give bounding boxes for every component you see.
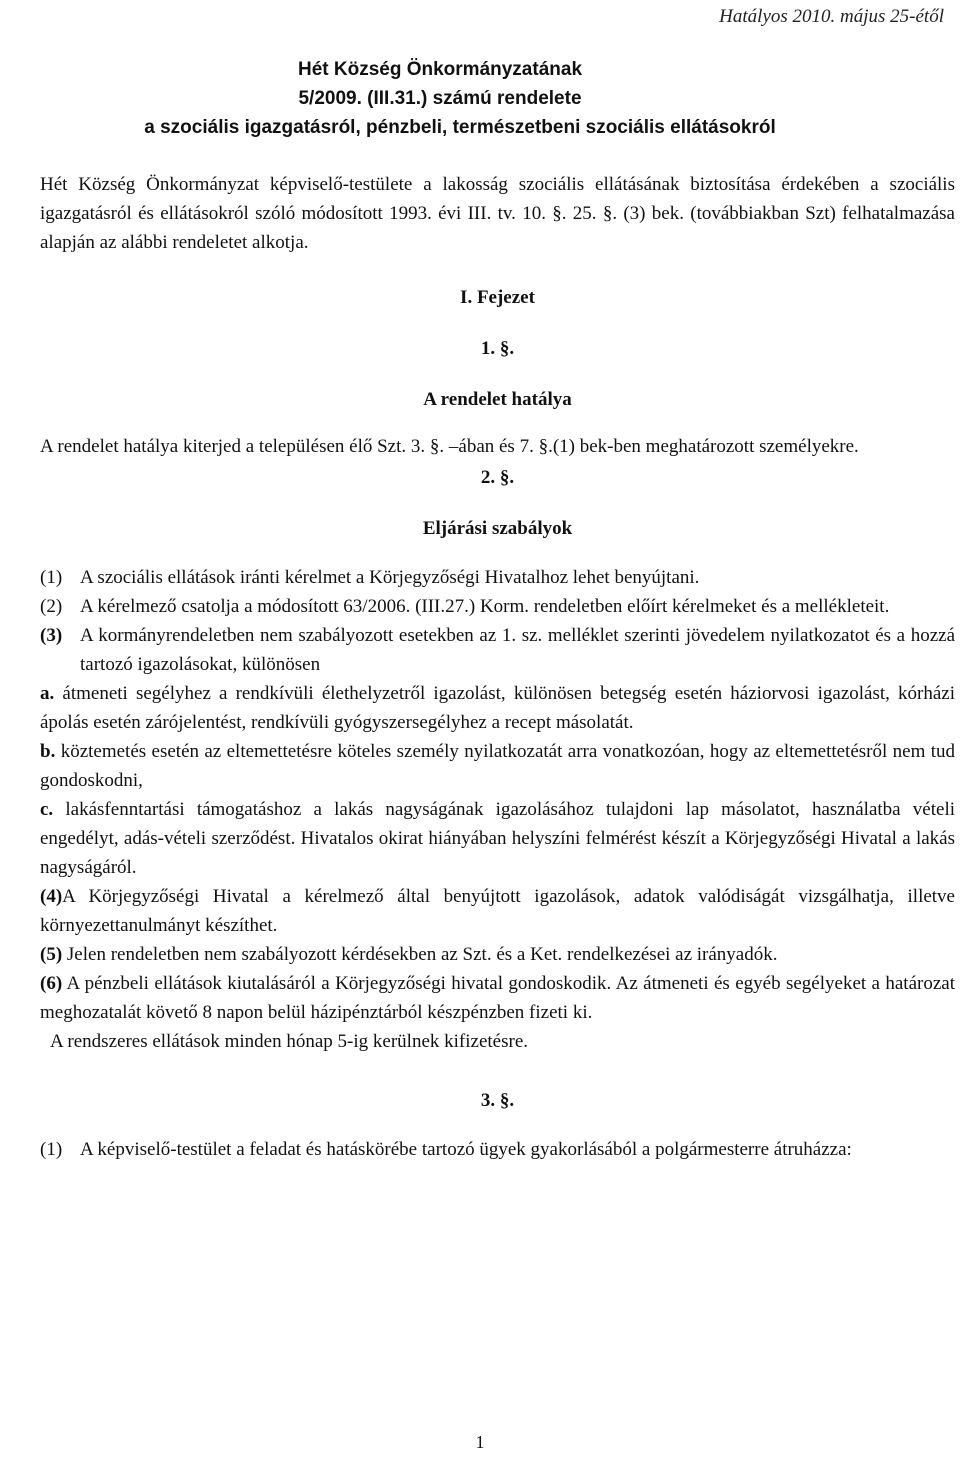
para-text: A Körjegyzőségi Hivatal a kérelmező által benyújtott igazolások, adatok valódiságát vizsgálhatja, illetve környezettanulmányt készíthet.	[40, 886, 955, 936]
para-text: A szociális ellátások iránti kérelmet a Körjegyzőségi Hivatalhoz lehet benyújtani.	[80, 567, 700, 588]
title-line-3: a szociális igazgatásról, pénzbeli, természetbeni szociális ellátásokról	[144, 117, 776, 138]
item-text: lakásfenntartási támogatáshoz a lakás nagyságának igazolásához tulajdoni lap másolatot, használatba vételi engedélyt, adás-vételi szerződést. Hivatalos okirat hiányában helyszíni felmérést készít a Körjegyzőségi Hivatal a lakás nagyságáról.	[40, 799, 956, 878]
section-2-para-6	[40, 969, 955, 1027]
section-2-para-5	[40, 940, 955, 969]
section-2-para-4	[40, 882, 955, 940]
document-body	[40, 170, 955, 1164]
item-c	[40, 795, 955, 882]
para-number: (5)	[40, 944, 63, 965]
item-b	[40, 737, 955, 795]
section-1-title: A rendelet hatálya	[423, 389, 572, 410]
section-2-title: Eljárási szabályok	[422, 518, 573, 539]
para-text: A képviselő-testület a feladat és hatáskörébe tartozó ügyek gyakorlásából a polgármesterre átruházza:	[80, 1139, 852, 1160]
item-text: köztemetés esetén az eltemettetésre köteles személy nyilatkozatát arra vonatkozóan, hogy az eltemettetésről nem tud gondoskodni,	[40, 741, 955, 791]
para-text: Jelen rendeletben nem szabályozott kérdésekben az Szt. és a Ket. rendelkezései az irányadók.	[66, 944, 778, 965]
para-number: (3)	[40, 625, 63, 646]
page-number: 1	[475, 1432, 485, 1452]
para-text: A pénzbeli ellátások kiutalásáról a Körjegyzőségi hivatal gondoskodik. Az átmeneti és egyéb segélyeket a határozat meghozatalát követő 8 napon belül házipénztárból készpénzben fizeti ki.	[40, 973, 955, 1023]
item-letter: b.	[40, 741, 56, 762]
chapter-heading: I. Fejezet	[460, 287, 535, 308]
preamble: Hét Község Önkormányzat képviselő-testülete a lakosság szociális ellátásának biztosítása érdekében a szociális igazgatásról és ellátásokról szóló módosított 1993. évi III. tv. 10. §. 25. §. (3) bek. (továbbiakban Szt) felhatalmazása alapján az alábbi rendeletet alkotja.	[40, 174, 955, 253]
item-text: átmeneti segélyhez a rendkívüli élethelyzetről igazolást, különösen betegség esetén háziorvosi igazolást, kórházi ápolás esetén zárójelentést, rendkívüli gyógyszersegélyhez a recept másolatát.	[40, 683, 956, 733]
para-number: (4)	[40, 886, 63, 907]
para-number: (1)	[40, 1139, 63, 1160]
document-title	[0, 55, 960, 142]
section-1-number: 1. §.	[480, 338, 515, 359]
item-a	[40, 679, 955, 737]
section-3-number: 3. §.	[480, 1090, 515, 1111]
title-line-1: Hét Község Önkormányzatának	[297, 59, 583, 80]
section-2-number: 2. §.	[480, 467, 515, 488]
para-number: (2)	[40, 596, 63, 617]
para-number: (6)	[40, 973, 63, 994]
section-2-para-7: A rendszeres ellátások minden hónap 5-ig kerülnek kifizetésre.	[50, 1031, 528, 1052]
title-line-2: 5/2009. (III.31.) számú rendelete	[298, 88, 582, 109]
section-2-para-2	[40, 592, 955, 621]
para-number: (1)	[40, 567, 63, 588]
section-2-para-3	[40, 621, 955, 679]
para-text: A kormányrendeletben nem szabályozott esetekben az 1. sz. melléklet szerinti jövedelem nyilatkozatot és a hozzá tartozó igazolásokat, különösen	[80, 625, 955, 675]
section-3-para-1	[40, 1135, 955, 1164]
section-2-para-1	[40, 563, 955, 592]
para-text: A kérelmező csatolja a módosított 63/2006. (III.27.) Korm. rendeletben előírt kérelmeket és a mellékleteit.	[80, 596, 890, 617]
item-letter: a.	[40, 683, 55, 704]
validity-date: Hatályos 2010. május 25-étől	[719, 6, 944, 27]
section-1-text: A rendelet hatálya kiterjed a településen élő Szt. 3. §. –ában és 7. §.(1) bek-ben meghatározott személyekre.	[40, 436, 859, 457]
item-letter: c.	[40, 799, 54, 820]
